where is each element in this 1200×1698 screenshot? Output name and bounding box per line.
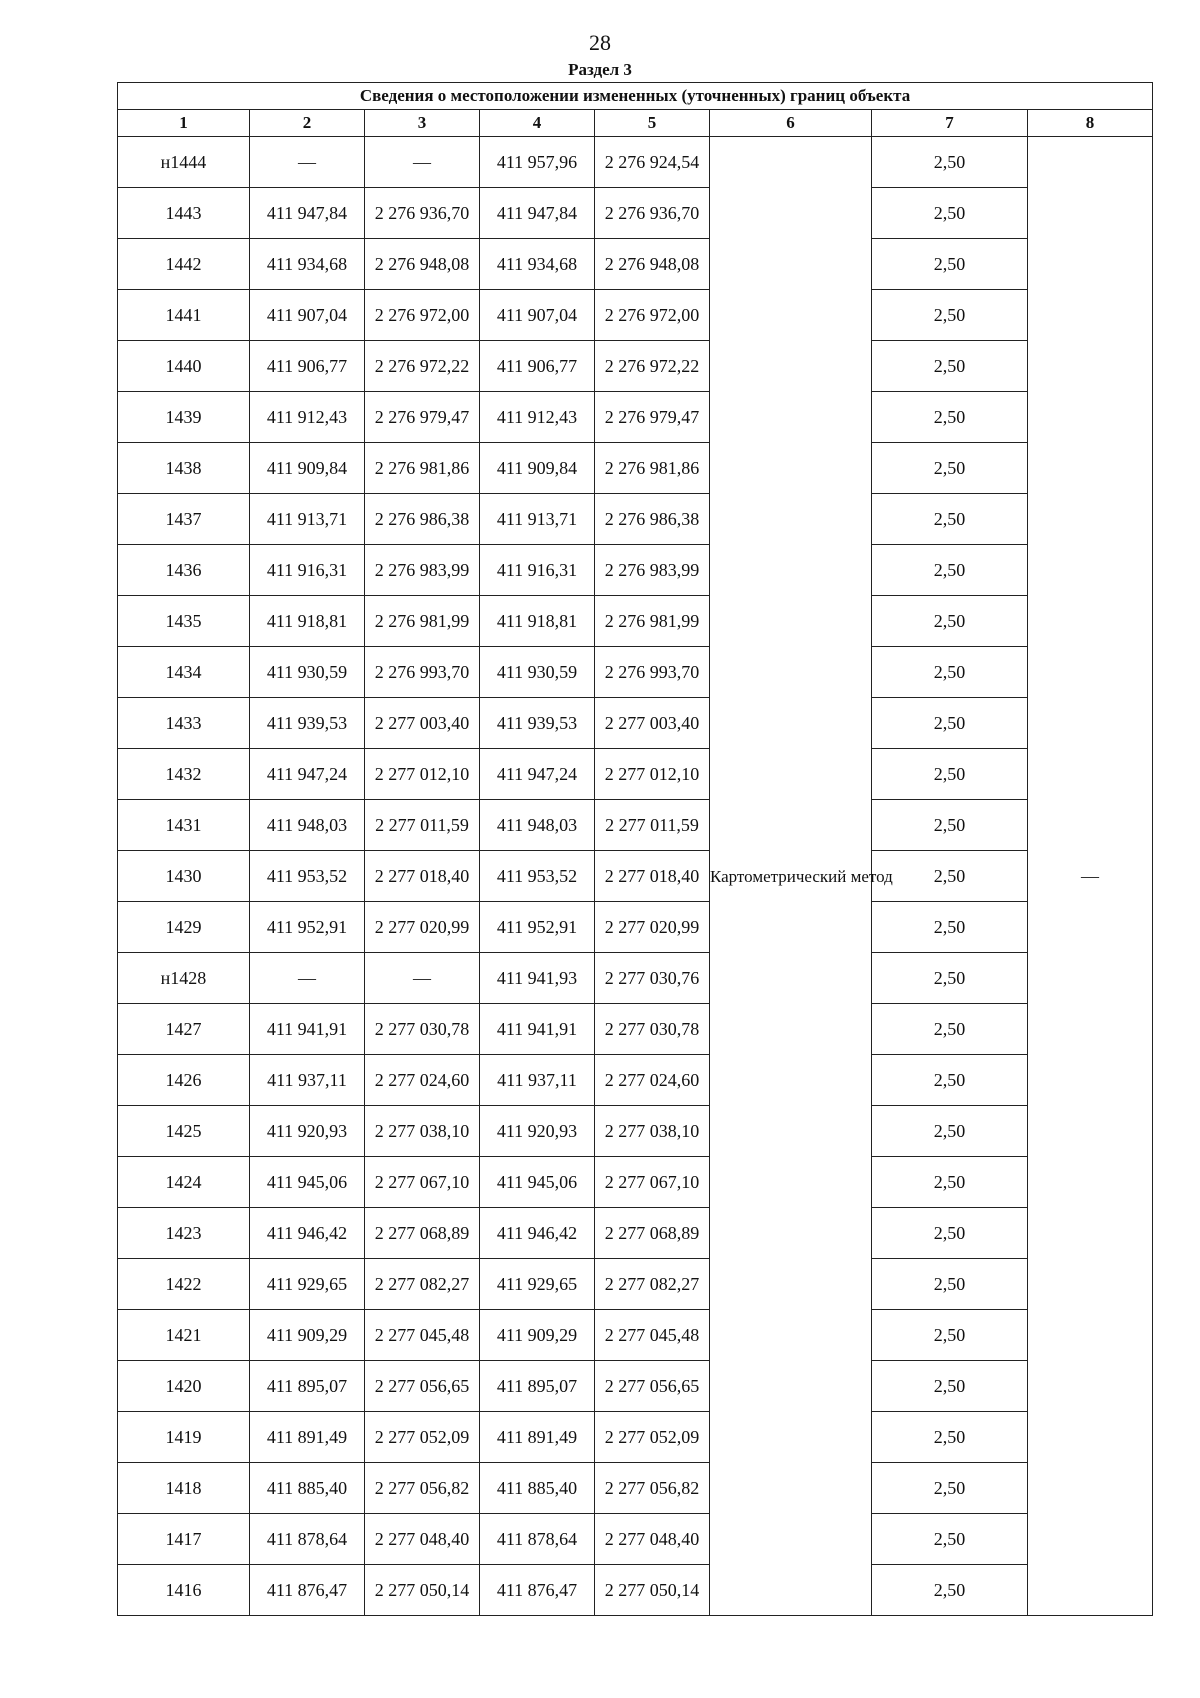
table-row — [118, 1106, 1153, 1157]
point-id-cell: 1440 — [118, 341, 250, 392]
old-x-cell: 411 930,59 — [250, 647, 365, 698]
old-y-cell: 2 277 045,48 — [365, 1310, 480, 1361]
point-id-cell: 1420 — [118, 1361, 250, 1412]
old-y-cell: 2 277 050,14 — [365, 1565, 480, 1616]
old-y-cell: — — [365, 137, 480, 188]
point-id-cell: н1428 — [118, 953, 250, 1004]
method-cell: Картометрический метод — [710, 137, 872, 1616]
precision-cell: 2,50 — [872, 545, 1028, 596]
table-row — [118, 1157, 1153, 1208]
point-id-cell: 1442 — [118, 239, 250, 290]
old-x-cell: 411 952,91 — [250, 902, 365, 953]
new-x-cell: 411 895,07 — [480, 1361, 595, 1412]
precision-cell: 2,50 — [872, 341, 1028, 392]
old-x-cell: 411 907,04 — [250, 290, 365, 341]
precision-cell: 2,50 — [872, 1565, 1028, 1616]
new-x-cell: 411 941,93 — [480, 953, 595, 1004]
old-x-cell: 411 909,29 — [250, 1310, 365, 1361]
old-y-cell: 2 276 979,47 — [365, 392, 480, 443]
old-x-cell: 411 909,84 — [250, 443, 365, 494]
new-x-cell: 411 909,29 — [480, 1310, 595, 1361]
column-number: 7 — [872, 110, 1028, 137]
old-y-cell: — — [365, 953, 480, 1004]
old-y-cell: 2 277 018,40 — [365, 851, 480, 902]
old-x-cell: 411 895,07 — [250, 1361, 365, 1412]
new-y-cell: 2 277 056,65 — [595, 1361, 710, 1412]
new-y-cell: 2 276 936,70 — [595, 188, 710, 239]
precision-cell: 2,50 — [872, 647, 1028, 698]
new-x-cell: 411 930,59 — [480, 647, 595, 698]
precision-cell: 2,50 — [872, 902, 1028, 953]
table-row — [118, 290, 1153, 341]
point-id-cell: 1434 — [118, 647, 250, 698]
point-id-cell: 1438 — [118, 443, 250, 494]
old-y-cell: 2 276 981,86 — [365, 443, 480, 494]
new-x-cell: 411 876,47 — [480, 1565, 595, 1616]
table-row — [118, 494, 1153, 545]
old-y-cell: 2 276 993,70 — [365, 647, 480, 698]
new-x-cell: 411 920,93 — [480, 1106, 595, 1157]
new-y-cell: 2 277 038,10 — [595, 1106, 710, 1157]
old-x-cell: 411 913,71 — [250, 494, 365, 545]
table-body — [118, 137, 1153, 1616]
precision-cell: 2,50 — [872, 749, 1028, 800]
table-row — [118, 596, 1153, 647]
point-id-cell: 1417 — [118, 1514, 250, 1565]
old-y-cell: 2 277 067,10 — [365, 1157, 480, 1208]
page-number: 28 — [589, 30, 611, 55]
new-x-cell: 411 934,68 — [480, 239, 595, 290]
old-y-cell: 2 277 082,27 — [365, 1259, 480, 1310]
precision-cell: 2,50 — [872, 1310, 1028, 1361]
new-x-cell: 411 912,43 — [480, 392, 595, 443]
old-y-cell: 2 277 012,10 — [365, 749, 480, 800]
new-y-cell: 2 277 030,78 — [595, 1004, 710, 1055]
new-x-cell: 411 885,40 — [480, 1463, 595, 1514]
new-y-cell: 2 276 983,99 — [595, 545, 710, 596]
new-x-cell: 411 891,49 — [480, 1412, 595, 1463]
precision-cell: 2,50 — [872, 1259, 1028, 1310]
new-y-cell: 2 277 003,40 — [595, 698, 710, 749]
precision-cell: 2,50 — [872, 392, 1028, 443]
precision-cell: 2,50 — [872, 188, 1028, 239]
new-x-cell: 411 929,65 — [480, 1259, 595, 1310]
point-id-cell: 1419 — [118, 1412, 250, 1463]
table-row — [118, 545, 1153, 596]
old-y-cell: 2 276 986,38 — [365, 494, 480, 545]
old-y-cell: 2 277 030,78 — [365, 1004, 480, 1055]
point-id-cell: 1421 — [118, 1310, 250, 1361]
column8-cell: — — [1028, 137, 1153, 1616]
new-x-cell: 411 946,42 — [480, 1208, 595, 1259]
column-number: 6 — [710, 110, 872, 137]
old-y-cell: 2 276 936,70 — [365, 188, 480, 239]
point-id-cell: 1430 — [118, 851, 250, 902]
new-x-cell: 411 952,91 — [480, 902, 595, 953]
table-row — [118, 902, 1153, 953]
new-y-cell: 2 277 011,59 — [595, 800, 710, 851]
column-number: 4 — [480, 110, 595, 137]
new-x-cell: 411 937,11 — [480, 1055, 595, 1106]
new-y-cell: 2 277 050,14 — [595, 1565, 710, 1616]
table-row — [118, 137, 1153, 188]
new-y-cell: 2 276 972,22 — [595, 341, 710, 392]
new-x-cell: 411 941,91 — [480, 1004, 595, 1055]
precision-cell: 2,50 — [872, 1514, 1028, 1565]
precision-cell: 2,50 — [872, 698, 1028, 749]
old-y-cell: 2 277 038,10 — [365, 1106, 480, 1157]
new-y-cell: 2 276 972,00 — [595, 290, 710, 341]
table-row — [118, 188, 1153, 239]
new-y-cell: 2 276 981,86 — [595, 443, 710, 494]
point-id-cell: 1422 — [118, 1259, 250, 1310]
table-row — [118, 443, 1153, 494]
old-y-cell: 2 277 048,40 — [365, 1514, 480, 1565]
new-x-cell: 411 909,84 — [480, 443, 595, 494]
new-x-cell: 411 957,96 — [480, 137, 595, 188]
point-id-cell: 1441 — [118, 290, 250, 341]
old-x-cell: 411 906,77 — [250, 341, 365, 392]
old-x-cell: 411 948,03 — [250, 800, 365, 851]
precision-cell: 2,50 — [872, 1055, 1028, 1106]
point-id-cell: 1443 — [118, 188, 250, 239]
precision-cell: 2,50 — [872, 800, 1028, 851]
point-id-cell: 1437 — [118, 494, 250, 545]
precision-cell: 2,50 — [872, 1004, 1028, 1055]
new-y-cell: 2 277 056,82 — [595, 1463, 710, 1514]
section-title: Раздел 3 — [568, 60, 632, 79]
new-y-cell: 2 276 986,38 — [595, 494, 710, 545]
point-id-cell: 1425 — [118, 1106, 250, 1157]
old-y-cell: 2 277 024,60 — [365, 1055, 480, 1106]
table-row — [118, 239, 1153, 290]
point-id-cell: 1431 — [118, 800, 250, 851]
precision-cell: 2,50 — [872, 494, 1028, 545]
table-row — [118, 1361, 1153, 1412]
old-x-cell: 411 934,68 — [250, 239, 365, 290]
table-row — [118, 800, 1153, 851]
old-x-cell: 411 945,06 — [250, 1157, 365, 1208]
column-number: 1 — [118, 110, 250, 137]
new-y-cell: 2 277 030,76 — [595, 953, 710, 1004]
point-id-cell: 1435 — [118, 596, 250, 647]
precision-cell: 2,50 — [872, 239, 1028, 290]
table-row — [118, 1463, 1153, 1514]
precision-cell: 2,50 — [872, 443, 1028, 494]
table-row — [118, 1055, 1153, 1106]
old-x-cell: 411 920,93 — [250, 1106, 365, 1157]
new-y-cell: 2 277 024,60 — [595, 1055, 710, 1106]
old-y-cell: 2 276 981,99 — [365, 596, 480, 647]
point-id-cell: 1423 — [118, 1208, 250, 1259]
old-y-cell: 2 277 068,89 — [365, 1208, 480, 1259]
old-x-cell: 411 916,31 — [250, 545, 365, 596]
table-row — [118, 647, 1153, 698]
precision-cell: 2,50 — [872, 851, 1028, 902]
point-id-cell: 1418 — [118, 1463, 250, 1514]
column-number: 8 — [1028, 110, 1153, 137]
table-row — [118, 851, 1153, 902]
column-number: 5 — [595, 110, 710, 137]
old-x-cell: 411 947,84 — [250, 188, 365, 239]
old-x-cell: 411 885,40 — [250, 1463, 365, 1514]
table-row — [118, 953, 1153, 1004]
new-y-cell: 2 276 948,08 — [595, 239, 710, 290]
precision-cell: 2,50 — [872, 1412, 1028, 1463]
new-y-cell: 2 276 979,47 — [595, 392, 710, 443]
new-x-cell: 411 947,24 — [480, 749, 595, 800]
point-id-cell: 1439 — [118, 392, 250, 443]
new-y-cell: 2 277 018,40 — [595, 851, 710, 902]
precision-cell: 2,50 — [872, 1208, 1028, 1259]
table-row — [118, 341, 1153, 392]
new-y-cell: 2 276 981,99 — [595, 596, 710, 647]
new-x-cell: 411 878,64 — [480, 1514, 595, 1565]
old-y-cell: 2 276 983,99 — [365, 545, 480, 596]
new-x-cell: 411 939,53 — [480, 698, 595, 749]
precision-cell: 2,50 — [872, 1463, 1028, 1514]
column-number: 2 — [250, 110, 365, 137]
column-number: 3 — [365, 110, 480, 137]
old-y-cell: 2 277 056,65 — [365, 1361, 480, 1412]
old-x-cell: — — [250, 953, 365, 1004]
old-y-cell: 2 276 948,08 — [365, 239, 480, 290]
table-row — [118, 1565, 1153, 1616]
old-x-cell: 411 878,64 — [250, 1514, 365, 1565]
old-y-cell: 2 276 972,22 — [365, 341, 480, 392]
old-x-cell: 411 937,11 — [250, 1055, 365, 1106]
old-x-cell: 411 953,52 — [250, 851, 365, 902]
precision-cell: 2,50 — [872, 1157, 1028, 1208]
table-row — [118, 1259, 1153, 1310]
old-x-cell: 411 891,49 — [250, 1412, 365, 1463]
precision-cell: 2,50 — [872, 290, 1028, 341]
table-row — [118, 1208, 1153, 1259]
boundary-table — [117, 82, 1153, 1616]
old-y-cell: 2 276 972,00 — [365, 290, 480, 341]
table-row — [118, 698, 1153, 749]
new-y-cell: 2 277 067,10 — [595, 1157, 710, 1208]
old-x-cell: — — [250, 137, 365, 188]
new-y-cell: 2 277 045,48 — [595, 1310, 710, 1361]
point-id-cell: 1416 — [118, 1565, 250, 1616]
new-x-cell: 411 913,71 — [480, 494, 595, 545]
new-y-cell: 2 277 048,40 — [595, 1514, 710, 1565]
new-x-cell: 411 906,77 — [480, 341, 595, 392]
new-y-cell: 2 277 082,27 — [595, 1259, 710, 1310]
old-y-cell: 2 277 056,82 — [365, 1463, 480, 1514]
old-x-cell: 411 947,24 — [250, 749, 365, 800]
new-x-cell: 411 918,81 — [480, 596, 595, 647]
new-x-cell: 411 907,04 — [480, 290, 595, 341]
precision-cell: 2,50 — [872, 953, 1028, 1004]
table-row — [118, 392, 1153, 443]
old-x-cell: 411 939,53 — [250, 698, 365, 749]
point-id-cell: 1432 — [118, 749, 250, 800]
new-y-cell: 2 277 012,10 — [595, 749, 710, 800]
new-y-cell: 2 277 020,99 — [595, 902, 710, 953]
new-x-cell: 411 953,52 — [480, 851, 595, 902]
old-y-cell: 2 277 020,99 — [365, 902, 480, 953]
column-numbers-row — [118, 110, 1153, 137]
old-x-cell: 411 929,65 — [250, 1259, 365, 1310]
precision-cell: 2,50 — [872, 137, 1028, 188]
old-y-cell: 2 277 052,09 — [365, 1412, 480, 1463]
new-x-cell: 411 916,31 — [480, 545, 595, 596]
old-y-cell: 2 277 003,40 — [365, 698, 480, 749]
point-id-cell: 1433 — [118, 698, 250, 749]
table-row — [118, 1310, 1153, 1361]
old-x-cell: 411 946,42 — [250, 1208, 365, 1259]
precision-cell: 2,50 — [872, 596, 1028, 647]
table-row — [118, 1514, 1153, 1565]
new-x-cell: 411 947,84 — [480, 188, 595, 239]
old-x-cell: 411 918,81 — [250, 596, 365, 647]
point-id-cell: н1444 — [118, 137, 250, 188]
old-x-cell: 411 941,91 — [250, 1004, 365, 1055]
point-id-cell: 1424 — [118, 1157, 250, 1208]
precision-cell: 2,50 — [872, 1361, 1028, 1412]
old-x-cell: 411 876,47 — [250, 1565, 365, 1616]
precision-cell: 2,50 — [872, 1106, 1028, 1157]
table-row — [118, 749, 1153, 800]
table-row — [118, 1412, 1153, 1463]
point-id-cell: 1427 — [118, 1004, 250, 1055]
point-id-cell: 1436 — [118, 545, 250, 596]
point-id-cell: 1429 — [118, 902, 250, 953]
new-x-cell: 411 945,06 — [480, 1157, 595, 1208]
table-caption: Сведения о местоположении измененных (уточненных) границ объекта — [118, 83, 1153, 110]
new-y-cell: 2 276 993,70 — [595, 647, 710, 698]
new-x-cell: 411 948,03 — [480, 800, 595, 851]
old-x-cell: 411 912,43 — [250, 392, 365, 443]
new-y-cell: 2 276 924,54 — [595, 137, 710, 188]
table-row — [118, 1004, 1153, 1055]
old-y-cell: 2 277 011,59 — [365, 800, 480, 851]
point-id-cell: 1426 — [118, 1055, 250, 1106]
new-y-cell: 2 277 068,89 — [595, 1208, 710, 1259]
new-y-cell: 2 277 052,09 — [595, 1412, 710, 1463]
